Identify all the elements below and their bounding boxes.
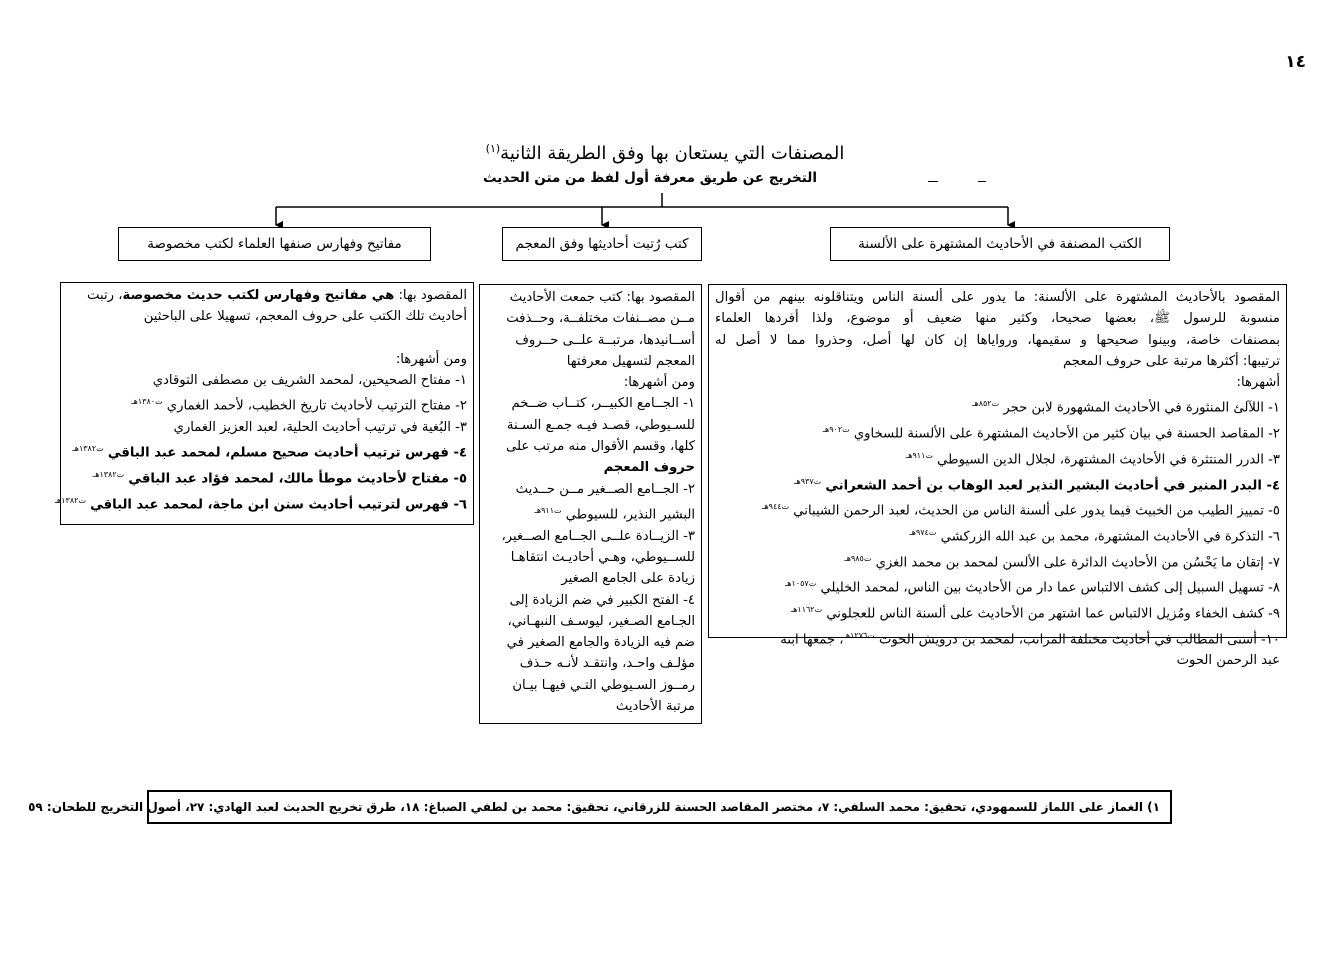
middle-line: للســيوطي، وهـي أحاديـث انتقاهـا [510,549,695,565]
list-item: ٤- البدر المنير في أحاديث البشير النذير لعبد الوهاب بن أحمد الشعراني $^{ت٩٣٧هـ}$ [794,476,1280,493]
title-text: المصنفات التي يستعان بها وفق الطريقة الثانية [500,143,845,164]
middle-line: المعجم لتسهيل معرفتها [566,353,695,369]
right-line: أشهرها: [1236,375,1280,391]
list-item: ٥- مفتاح لأحاديث موطأ مالك، لمحمد فؤاد عبد الباقي $^{ت١٣٨٢هـ}$ [92,469,467,487]
content-middle [479,284,702,724]
list-item: ٦- التذكرة في الأحاديث المشتهرة، محمد بن عبد الله الزركشي $^{ت٩٧٤هـ}$ [909,527,1280,545]
right-line: المقصود بالأحاديث المشتهرة على الألسنة: ما يدور على ألسنة الناس ويتناقلونه بينهم من أقوال [715,290,1280,305]
middle-line: رمــوز السـيوطي التـي فيهـا بيـان [512,677,695,693]
decorative-dash [978,181,986,182]
left-famous-label: ومن أشهرها: [395,351,467,367]
content-right [708,284,1287,669]
list-item: ٢- مفتاح الترتيب لأحاديث تاريخ الخطيب، لأحمد الغماري $^{ت١٣٨٠هـ}$ [131,397,467,414]
right-line: بمصنفات خاصة، وبينوا صحيحها و سقيمها، ورواياها إن كان لها أصل، وحذروا مما لا أصل له [715,332,1280,348]
list-item: ٤- فهرس ترتيب أحاديث صحيح مسلم، لمحمد عبد الباقي $^{ت١٣٨٢هـ}$ [72,444,467,461]
middle-line: الجـامع الصـغير، ليوسـف النبهـاني، [507,613,695,629]
header-middle: كتب رُتبت أحاديثها وفق المعجم [502,227,702,261]
page-subtitle: التخريج عن طريق معرفة أول لفظ من متن الحديث [483,170,817,186]
middle-line: ومن أشهرها: [623,375,695,391]
middle-line: ٢- الجــامع الصــغير مــن حــديث [515,481,695,497]
list-item: ١- اللآلئ المنثورة في الأحاديث المشهورة لابن حجر $^{ت٨٥٢هـ}$ [972,399,1280,416]
list-item: ٨- تسهيل السبيل إلى كشف الالتباس عما دار من الأحاديث بين الناس، لمحمد الخليلي $^{ت١٠٥٧هـ}$ [784,579,1280,596]
middle-line: ٤- الفتح الكبير في ضم الزيادة إلى [509,592,695,608]
list-item: ٢- المقاصد الحسنة في بيان كثير من الأحاديث المشتهرة على الألسنة للسخاوي $^{ت٩٠٢هـ}$ [822,425,1280,442]
page-title [470,142,860,164]
middle-line: ٣- الزيــادة علــى الجــامع الصــغير، [501,528,695,544]
content-left [54,282,474,525]
page-number: ١٤ [1285,52,1306,72]
middle-line: كلها، وقسم الأقوال منه مرتب على [505,439,695,455]
middle-line: مــن مصــنفات مختلفــة، وحــذفت [506,311,695,327]
right-last-line: عبد الرحمن الحوت [1176,653,1280,669]
middle-line: المقصود بها: كتب جمعت الأحاديث [509,290,695,305]
list-item: ٩- كشف الخفاء ومُزيل الالتباس عما اشتهر من الأحاديث على ألسنة الناس للعجلوني $^{ت١١٦٢هـ}$ [790,604,1280,622]
spacer [67,328,467,349]
list-item: ١٠- أسنى المطالب في أحاديث مختلفة المراتب، لمحمد بن درويش الحوت $^{ت١٢٧٦هـ}$، جمعها ابنه [780,630,1280,648]
header-right: الكتب المصنفة في الأحاديث المشتهرة على الألسنة [830,227,1170,261]
list-item: ٣- الدرر المنتثرة في الأحاديث المشتهرة، لجلال الدين السيوطي $^{ت٩١١هـ}$ [905,450,1280,468]
list-item: ٣- البُغية في ترتيب أحاديث الحلية، لعبد العزيز الغماري [173,419,467,435]
list-item: ٧- إتقان ما يَحْسُن من الأحاديث الدائرة على الألسن لمحمد بن محمد الغزي $^{ت٩٨٥هـ}$ [844,553,1280,570]
right-line: منسوبة للرسول ﷺ، بعضها صحيحا، وكثير منها ضعيف أو موضوع، ولذا أفردها العلماء [715,311,1280,327]
middle-line: مرتبة الأحاديث [615,699,695,715]
title-footnote-ref: (١) [485,142,501,155]
middle-line: ضم فيه الزيادة والجامع الصغير في [506,635,695,651]
right-line: ترتيبها: أكثرها مرتبة على حروف المعجم [1063,353,1280,369]
list-item: ٦- فهرس لترتيب أحاديث سنن ابن ماجة، لمحمد عبد الباقي $^{ت١٣٨٢هـ}$ [54,495,467,512]
decorative-dash [928,181,938,182]
footnote: ١) الغماز على اللماز للسمهودي، تحقيق: محمد السلفي: ٧، مختصر المقاصد الحسنة للزرقاني، تحقيق: محمد بن لطفي الصباغ: ١٨، طرق تخريج الحديث لعبد الهادي: ٢٧، أصول التخريج للطحان: ٥٩ [147,790,1172,824]
middle-line: زيادة على الجامع الصغير [561,571,695,587]
header-left: مفاتيح وفهارس صنفها العلماء لكتب مخصوصة [118,227,431,261]
left-intro: المقصود بها: هي مفاتيح وفهارس لكتب حديث مخصوصة، رتبت [87,288,467,303]
middle-line: البشير النذير، للسيوطي $^{ت٩١١هـ}$ [534,505,695,523]
list-item: ١- مفتاح الصحيحين، لمحمد الشريف بن مصطفى التوقادي [152,372,467,388]
left-intro-line2: أحاديث تلك الكتب على حروف المعجم، تسهيلا على الباحثين [143,309,467,325]
list-item: ٥- تمييز الطيب من الخبيث فيما يدور على ألسنة الناس من الحديث، لعبد الرحمن الشيباني $^{ت٩٤٤هـ}$ [762,502,1280,519]
middle-line: أســانيدها، مرتبــة علــى حــروف [515,332,695,348]
middle-line: حروف المعجم [603,460,695,476]
middle-line: للسـيوطي، قصـد فيـه جمـع السـنة [506,417,695,433]
middle-line: مؤلـف واحـد، وانتقـد لأنـه حـذف [519,656,695,672]
middle-line: ١- الجــامع الكبيــر، كتــاب ضــخم [511,396,695,412]
